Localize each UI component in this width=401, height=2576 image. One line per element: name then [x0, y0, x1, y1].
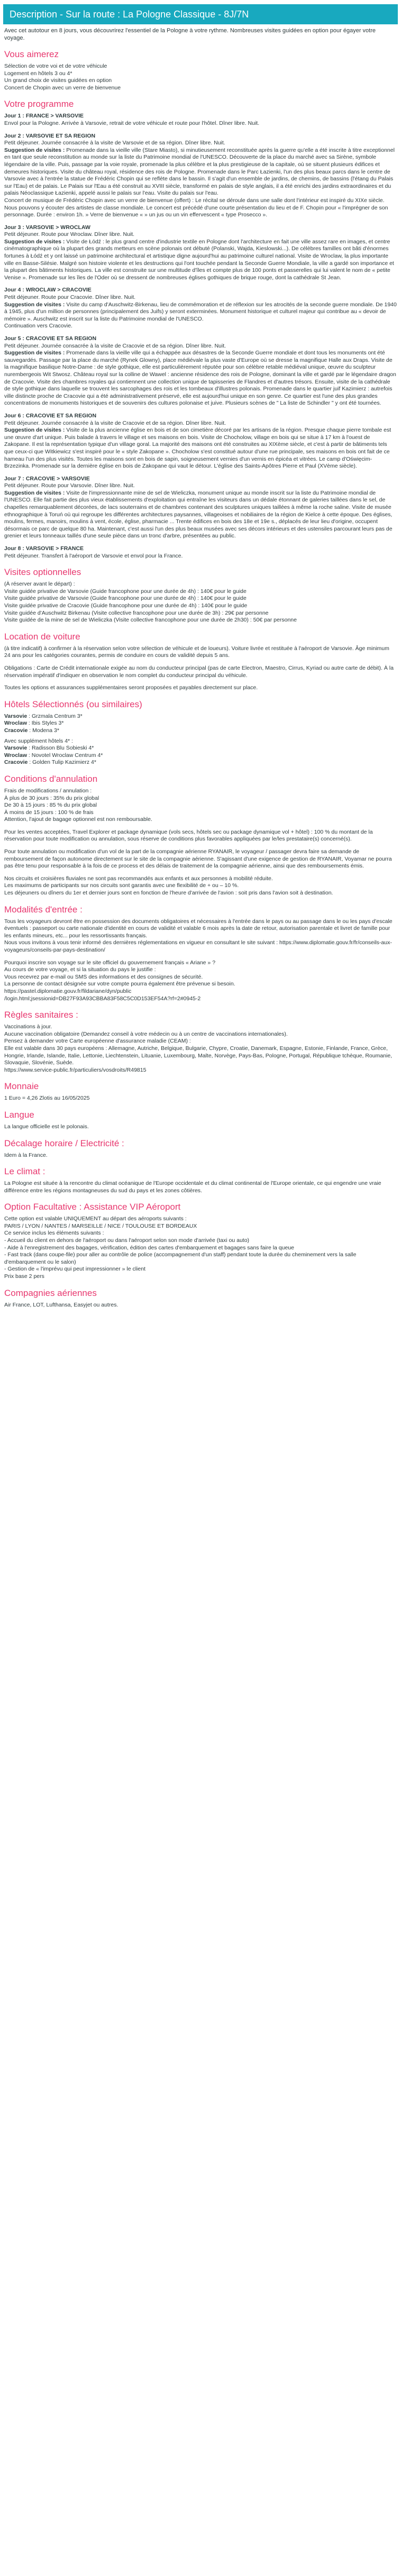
- day-line: [4, 350, 397, 407]
- paragraph-line: Nous vous invitons à vous tenir informé des dernières réglementations en vigueur en consultant le site suivant : https://www.diplomatie.gouv.fr/fr/conseils-aux-voyageurs/conseils-par-pays-destination/: [4, 939, 392, 953]
- paragraph-line: Vaccinations à jour.: [4, 1024, 52, 1030]
- modalites-paragraphs: [4, 918, 397, 1003]
- hotel-name: Novotel Wroclaw Centrum 4*: [31, 752, 103, 759]
- paragraph: [4, 684, 397, 692]
- day-line-key: Suggestion de visites :: [4, 350, 67, 357]
- hotel-city: Varsovie: [4, 745, 28, 752]
- day-line: [4, 197, 397, 219]
- paragraph: [4, 848, 397, 870]
- section-title-visites: Visites optionnelles: [4, 567, 81, 578]
- day-line: [4, 140, 397, 147]
- day-line: [4, 420, 397, 427]
- hotels-list: [4, 713, 397, 735]
- day-line: [4, 302, 397, 323]
- paragraph-line: Tous les voyageurs devront être en possession des documents obligatoires et nécessaires à l'entrée dans le pays ou au passage dans le ou les pays d'escale éventuels : passeport ou carte nationale d'identité en cours de validité et valable 6 mois après la date de retour, autorisation parentale et livret de famille pour les enfants mineurs, etc... pour les ressortissants français.: [4, 918, 393, 939]
- day-line-text: Petit déjeuner. Route pour Cracovie. Dîner libre. Nuit.: [4, 294, 136, 301]
- day-line: [4, 482, 397, 490]
- hotel-row: [4, 713, 397, 720]
- list-item: Visite guidée privative de Varsovie (Guide francophone pour une durée de 4h) : 140€ pour le guide: [4, 588, 247, 595]
- climat-text: La Pologne est située à la rencontre du climat océanique de l'Europe occidentale et du climat continental de l'Europe orientale, ce qui engendre une vraie différence entre les régions montagneuses du sud du pays et les zones côtières.: [4, 1180, 381, 1194]
- facilitation-line: - Accueil du client en dehors de l'aéroport ou dans l'aéroport selon son mode d'arrivée (taxi ou auto): [4, 1237, 250, 1244]
- day-line-text: Promenade dans la vieille ville qui a échappée aux désastres de la Seconde Guerre mondiale et dont tous les monuments ont été sauvegardés. Passage par la place du marché (Rynek Glowny), place médiévale la plus vaste d'Europe où se dresse la magnifique Halle aux Draps. Visite de la magnifique basilique Notre-Dame : de style gothique, elle est particulièrement réputée pour son célèbre retable médiéval unique, œuvre du sculpteur nurembergeois Wit Stwosz. Château royal sur la colline de Wawel : ancienne résidence des rois de Pologne, dominant la ville et gardé par le légendaire dragon de Cracovie. Visite des chambres royales qui contiennent une collection unique de tapisseries de Flandres et d'autres trésors. Ensuite, visite de la cathédrale de style gothique dans laquelle se trouvent les sarcophages des rois et les tombeaux d'illustres polonais. Promenade dans le quartier juif Kazimierz : autrefois ville distincte proche de Cracovie qui a été administrativement préservé, elle est aujourd'hui unique en son genre. Ce quartier est l'une des plus grandes concentrations de monuments historiques et de souvenirs des cultures polonaise et juive. Plusieurs scènes de " La liste de Schindler " y ont été tournées.: [4, 350, 396, 407]
- paragraph: [4, 829, 397, 843]
- location-paragraphs: [4, 645, 397, 692]
- section-title-climat: Le climat :: [4, 1166, 45, 1177]
- hotel-sep: :: [26, 752, 32, 759]
- facilitation-line: PARIS / LYON / NANTES / MARSEILLE / NICE / TOULOUSE ET BORDEAUX: [4, 1222, 197, 1229]
- hotel-name: Grzmala Centrum 3*: [31, 712, 83, 719]
- hotel-sep: :: [26, 720, 32, 727]
- paragraph: [4, 665, 397, 679]
- facilitation-line: Prix base 2 pers: [4, 1273, 44, 1280]
- program-day: [4, 413, 397, 470]
- day-line-key: Suggestion de visites :: [4, 489, 67, 496]
- list-item: Visite guidée privative de Varsovie (Guide francophone pour une durée de 4h) : 140€ pour le guide: [4, 595, 247, 602]
- paragraph-line: Les déjeuners ou dîners du 1er et dernier jours sont en fonction de l'heure d'arrivée de l'avion : soit pris dans l'avion soit à destination.: [4, 890, 333, 897]
- facilitation-line: Cette option est valable UNIQUEMENT au départ des aéroports suivants :: [4, 1216, 187, 1222]
- day-line-text: Envol pour la Pologne. Arrivée à Varsovie, retrait de votre véhicule et route pour l'hôtel. Dîner libre. Nuit.: [4, 120, 260, 126]
- day-line-text: Petit déjeuner. Journée consacrée à la visite de Cracovie et de sa région. Dîner libre. Nuit.: [4, 342, 226, 349]
- paragraph-line: À moins de 15 jours : 100 % de frais: [4, 809, 94, 816]
- paragraph: [4, 918, 397, 954]
- list-item: Concert de Chopin avec un verre de bienvenue: [4, 84, 121, 91]
- hotel-name: Radisson Blu Sobieski 4*: [31, 745, 94, 752]
- hotel-city: Varsovie: [4, 712, 28, 719]
- hotel-name: Golden Tulip Kazimierz 4*: [32, 759, 96, 766]
- day-line: [4, 147, 397, 197]
- program-day: [4, 335, 397, 407]
- day-line: [4, 231, 397, 239]
- list-item: Visite guidée privative de Cracovie (Guide francophone pour une durée de 4h) : 140€ pour le guide: [4, 602, 248, 609]
- section-title-conditions: Conditions d'annulation: [4, 773, 98, 784]
- hotel-name: Modena 3*: [32, 727, 59, 734]
- page-title: Description - Sur la route : La Pologne Classique - 8J/7N: [3, 4, 398, 24]
- day-line-text: Visite du camp d'Auschwitz-Birkenau, lieu de commémoration et de réflexion sur les atrocités de la seconde guerre mondiale. De 1940 à 1945, plus d'un million de personnes (principalement des Juifs) y seront exterminées. Monument historique et culturel majeur qui contribue au « devoir de mémoire ». Auschwitz est inscrit sur la liste du Patrimoine mondial de l'UNESCO.: [4, 301, 397, 322]
- program-day: [4, 476, 397, 540]
- section-title-vous-aimerez: Vous aimerez: [4, 49, 59, 59]
- paragraph-line: Pour les ventes acceptées, Travel Explorer et package dynamique (vols secs, hôtels sec ou package dynamique vol + hôtel) : 100 % du montant de la réservation pour toute modification ou annulation, sous réserve de conditions plus favorables appliquées par le/les prestataire(s) concerné(s).: [4, 828, 373, 843]
- day-line: [4, 120, 397, 127]
- hotel-sep: :: [28, 727, 33, 734]
- conditions-paragraphs: [4, 788, 397, 897]
- day-title: Jour 8 : VARSOVIE > FRANCE: [4, 545, 84, 552]
- section-title-decalage: Décalage horaire / Electricité :: [4, 1138, 124, 1148]
- day-line-text: Continuation vers Cracovie.: [4, 323, 72, 330]
- paragraph-line: Elle est valable dans 30 pays européens : Allemagne, Autriche, Belgique, Bulgarie, Chypre, Croatie, Danemark, Espagne, Estonie, Finlande, France, Grèce, Hongrie, Irlande, Islande, Italie, Lettonie, Liechtenstein, Lituanie, Luxembourg, Malte, Norvège, Pays-Bas, Pologne, Portugal, République tchèque, Roumanie, Slovaquie, Slovénie, Suède.: [4, 1045, 393, 1066]
- paragraph-line: Attention, l'ajout de bagage optionnel est non remboursable.: [4, 816, 152, 823]
- day-line-text: Petit déjeuner. Route pour Varsovie. Dîner libre. Nuit.: [4, 482, 135, 489]
- paragraph: [4, 875, 397, 897]
- day-line-text: Petit déjeuner. Journée consacrée à la visite de Cracovie et de sa région. Dîner libre. Nuit.: [4, 419, 226, 426]
- day-line: [4, 294, 397, 302]
- visites-intro: (À réserver avant le départ) :: [4, 581, 75, 588]
- program-day: [4, 133, 397, 219]
- hotel-row: [4, 720, 397, 727]
- day-title: Jour 7 : CRACOVIE > VARSOVIE: [4, 475, 90, 482]
- paragraph-line: La personne de contact désignée sur votre compte pourra également être prévenue si besoin.: [4, 981, 235, 988]
- facilitation-text: [4, 1216, 397, 1280]
- paragraph: [4, 1024, 397, 1074]
- day-title: Jour 5 : CRACOVIE ET SA REGION: [4, 335, 97, 342]
- paragraph-line: https://pastel.diplomatie.gouv.fr/fildariane/dyn/public: [4, 988, 132, 994]
- day-line-text: Visite de Łódź : le plus grand centre d'industrie textile en Pologne dont l'architecture en fait une ville assez rare en images, et centre cinématographique où la plupart des grands metteurs en scène polonais ont débuté (Polanski, Wajda, Kieslowski...). De célèbres familles ont bâti d'énormes fortunes à Łódź et y ont laissé un patrimoine architectural et artistique digne aujourd'hui au patrimoine culturel national. Visite de Wroclaw, la plus importante ville en Basse-Silésie. Malgré son histoire violente et les destructions qui l'ont touchée pendant la Seconde Guerre Mondiale, la ville a gardé son importance et la plupart des bâtiments historiques. La ville est construite sur une multitude d'îles et compte plus de 100 ponts et passerelles qui lui valent le nom de « petite Venise ». Promenade sur les îles de l'Oder où se dressent de nombreuses églises gothiques de brique rouge, dont la cathédrale St Jean.: [4, 238, 394, 281]
- day-line-key: Suggestion de visites :: [4, 238, 67, 245]
- paragraph-line: Frais de modifications / annulation :: [4, 787, 92, 794]
- paragraph: [4, 960, 397, 1003]
- facilitation-line: - Aide à l'enregistrement des bagages, vérification, édition des cartes d'embarquement et bagages sans faire la queue: [4, 1244, 295, 1251]
- compagnies-text: Air France, LOT, Lufthansa, Easyjet ou autres.: [4, 1301, 119, 1308]
- paragraph-line: Pourquoi inscrire son voyage sur le site officiel du gouvernement français « Ariane » ?: [4, 959, 216, 966]
- paragraph-line: Aucune vaccination obligatoire (Demandez conseil à votre médecin ou à un centre de vaccinations internationales).: [4, 1030, 288, 1037]
- section-title-monnaie: Monnaie: [4, 1081, 39, 1092]
- day-line-text: Petit déjeuner. Route pour Wroclaw. Dîner libre. Nuit.: [4, 231, 135, 238]
- section-title-programme: Votre programme: [4, 99, 74, 109]
- paragraph-line: /login.html;jsessionid=DB27F93A93CBBA83F58C5C0D153EF54A?rf=2#0945-2: [4, 995, 201, 1002]
- section-title-sanitaires: Règles sanitaires :: [4, 1010, 78, 1020]
- program-day: [4, 113, 397, 127]
- hotel-row: [4, 727, 397, 735]
- intro-text: Avec cet autotour en 8 jours, vous découvrirez l'essentiel de la Pologne à votre rythme. Nombreuses visites guidées en option pour égayer votre voyage.: [4, 28, 376, 41]
- paragraph-line: Toutes les options et assurances supplémentaires seront proposées et payables directement sur place.: [4, 684, 258, 691]
- paragraph-line: Pour toute annulation ou modification d'un vol de la part de la compagnie aérienne RYANAIR, le voyageur / passager devra faire sa demande de remboursement de façon autonome directement sur le site de la compagnie aérienne. S'agissant d'une exigence de gestion de RYANAIR, Voyamar ne pourra pas être tenu pour responsable à la fois de ce process et des délais de traitement de la compagnie aérienne, ainsi que des remboursements émis.: [4, 848, 392, 870]
- section-title-langue: Langue: [4, 1109, 34, 1120]
- hotels-supp-intro: Avec supplément hôtels 4* :: [4, 737, 73, 744]
- list-item: Un grand choix de visites guidées en option: [4, 77, 112, 84]
- day-title: Jour 6 : CRACOVIE ET SA REGION: [4, 412, 97, 419]
- program-day: [4, 287, 397, 330]
- vous-aimerez-list: [4, 63, 397, 92]
- paragraph-line: Au cours de votre voyage, et si la situation du pays le justifie :: [4, 966, 156, 973]
- hotel-row: [4, 759, 397, 766]
- day-line-text: Petit déjeuner. Journée consacrée à la visite de Varsovie et de sa région. Dîner libre. Nuit.: [4, 140, 225, 147]
- hotel-name: Ibis Styles 3*: [31, 720, 64, 727]
- page: [0, 4, 401, 1321]
- hotel-city: Wroclaw: [4, 720, 27, 727]
- decalage-text: Idem à la France.: [4, 1152, 48, 1158]
- day-line: [4, 323, 397, 330]
- list-item: Sélection de votre voi et de votre véhicule: [4, 63, 107, 69]
- hotel-city: Wroclaw: [4, 752, 27, 759]
- day-line: [4, 490, 397, 540]
- monnaie-text: 1 Euro = 4,26 Zlotis au 16/05/2025: [4, 1095, 90, 1102]
- day-line-text: Promenade dans la vieille ville (Stare Miasto), si minutieusement reconstituée après la guerre qu'elle a été inscrite à titre exceptionnel en tant que seule reconstitution au monde sur la liste du Patrimoine mondial de l'UNESCO. Découverte de la place du marché avec sa Sirène, symbole légendaire de la ville. Puis, passage par la voie royale, promenade la plus célèbre et la plus prestigieuse de la capitale, où se situent plusieurs édifices et demeures historiques. Visite du château royal, résidence des rois de Pologne. Promenade dans le Parc Łazienki, l'un des plus beaux parcs dans le centre de Varsovie avec à l'entrée la statue de Frédéric Chopin qui se reflète dans le bassin. Il s'agit d'un ensemble de jardins, de chemins, de bassins (l'étang du Palais sur l'Eau) et de palais. Le Palais sur l'Eau a été construit au XVIII siècle, transformé en palais de style anglais, il a été enrichi des jardins extraordinaires et du palais Néoclassique Łazienki, appelé aussi le palais sur l'eau. Visite du palais sur l'eau.: [4, 147, 395, 197]
- list-item: Visite guidée de la mine de sel de Wieliczka (Visite collective francophone pour une durée de 2h30) : 50€ par personne: [4, 617, 297, 624]
- day-line-key: Suggestion de visites :: [4, 147, 67, 153]
- day-line: [4, 427, 397, 470]
- day-line-text: Visite de la plus ancienne église en bois et de son cimetière décoré par les artisans de la région. Presque chaque pierre tombale est une œuvre d'art unique. Puis balade à travers le village et ses maisons en bois. Visite de Chocholow, village en bois qui se situe à 17 km à l'ouest de Zakopane. Il est la représentation typique d'un village goral. La majorité des maisons ont été construites au XIXème siècle, et c'est à partir de bâtiments tels que ceux-ci que Witkiewicz s'est inspiré pour le « style Zakopane ». Chocholow s'est constitué autour d'une rue principale, ses maisons en bois ont fait de ce hameau l'un des plus visités. Toutes les maisons sont en bois de sapin, soigneusement vernies d'un vernis en épicéa et vitrées. Le camp d'Oświęcim-Brzezinka. Promenade sur la dernière église en bois de Zakopane qui vaut le détour. L'église des Saints-Apôtres Pierre et Paul (XVème siècle).: [4, 427, 391, 470]
- paragraph: [4, 645, 397, 660]
- paragraph-line: Les maximums de participants sur nos circuits sont garantis avec une flexibilité de + ou – 10 %.: [4, 882, 239, 889]
- hotel-city: Cracovie: [4, 759, 28, 766]
- day-title: Jour 1 : FRANCE > VARSOVIE: [4, 113, 84, 120]
- paragraph-line: https://www.service-public.fr/particuliers/vosdroits/R49815: [4, 1066, 147, 1073]
- section-title-modalites: Modalités d'entrée :: [4, 904, 83, 915]
- paragraph-line: Vous recevrez par e-mail ou SMS des informations et des consignes de sécurité.: [4, 973, 203, 980]
- paragraph-line: À plus de 30 jours : 35% du prix global: [4, 794, 99, 801]
- paragraph-line: (à titre indicatif) à confirmer à la réservation selon votre sélection de véhicule et de loueurs). Voiture livrée et restituée à l'aéroport de Varsovie. Âge minimum 24 ans pour les catégories courantes, permis de conduire en cours de validité depuis 5 ans.: [4, 645, 389, 659]
- hotel-sep: :: [27, 745, 32, 752]
- visites-list: [4, 588, 397, 624]
- hotel-row: [4, 752, 397, 760]
- facilitation-line: - Gestion de « l'imprévu qui peut impressionner » le client: [4, 1266, 145, 1273]
- hotels-supp-list: [4, 745, 397, 766]
- hotel-row: [4, 745, 397, 752]
- section-title-compagnies: Compagnies aériennes: [4, 1287, 97, 1298]
- sanitaires-paragraphs: [4, 1024, 397, 1074]
- hotel-sep: :: [28, 759, 33, 766]
- list-item: Logement en hôtels 3 ou 4*: [4, 70, 72, 77]
- program-day: [4, 545, 397, 560]
- section-title-location: Location de voiture: [4, 631, 80, 642]
- section-title-hotels: Hôtels Sélectionnés (ou similaires): [4, 699, 142, 709]
- day-line-key: Suggestion de visites :: [4, 427, 67, 434]
- programme-days: [4, 113, 397, 560]
- paragraph-line: Obligations : Carte de Crédit internationale exigée au nom du conducteur principal (pas de carte Electron, Maestro, Cirrus, Kyriad ou autre carte de débit). À la réservation impératif d'indiquer en observation le nom complet du conducteur principal du véhicule.: [4, 664, 394, 679]
- section-title-facilitation: Option Facultative : Assistance VIP Aéroport: [4, 1202, 181, 1212]
- paragraph-line: Pensez à demander votre Carte européenne d'assurance maladie (CEAM) :: [4, 1038, 191, 1045]
- paragraph-line: Nos circuits et croisières fluviales ne sont pas recommandés aux enfants et aux personnes à mobilité réduite.: [4, 875, 273, 882]
- hotel-sep: :: [27, 712, 32, 719]
- facilitation-line: - Fast track (dans coupe-file) pour aller au contrôle de police (accompagnement d'un staff) pendant toute la durée du cheminement vers la salle d'embarquement ou le salon): [4, 1252, 357, 1265]
- day-line-text: Visite de l'impressionnante mine de sel de Wieliczka, monument unique au monde inscrit sur la liste du Patrimoine mondial de l'UNESCO. Elle fait partie des plus vieux établissements d'exploitation qui entraîne les visiteurs dans un dédale étonnant de galeries taillées dans le sel, de chapelles remarquablement décorées, de lacs souterrains et de chambres contenant des sculptures uniques taillées à même la roche saline. Visite de musée ethnographique à Toruń où qui regroupe les différentes architectures paysannes, villageoises et nobiliaires de la région de Kielce à cette époque. Des églises, moulins, fermes, manoirs, moulins à vent, école, église, pharmacie ... Trente édifices en bois des 18e et 19e s., déplacés de leur lieu d'origine, occupent désormais ce parc de quelque 80 ha. Maintenant, c'est aussi l'un des plus beaux musées avec ses décors intérieurs et des ustensiles parcourant leurs pas de grenier et leurs tonneaux taillés d'une seule pièce dans un tronc d'arbre, présentées au public.: [4, 489, 393, 540]
- day-title: Jour 4 : WROCLAW > CRACOVIE: [4, 287, 92, 294]
- list-item: Visite guidée d'Auschwitz Birkenau (Visite collective francophone pour une durée de 3h) : 29€ par personne: [4, 609, 269, 616]
- day-line: [4, 343, 397, 350]
- paragraph: [4, 788, 397, 824]
- facilitation-line: Ce service inclus les éléments suivants :: [4, 1230, 104, 1237]
- hotel-city: Cracovie: [4, 727, 28, 734]
- day-title: Jour 2 : VARSOVIE ET SA REGION: [4, 132, 96, 139]
- langue-text: La langue officielle est le polonais.: [4, 1123, 89, 1130]
- day-line: [4, 553, 397, 560]
- day-line-text: Concert de musique de Frédéric Chopin avec un verre de bienvenue (offert) : Le récital se déroule dans une salle dont l'intérieur est inspiré du XIXe siècle. Nous pouvons y écouter des artistes de classe mondiale. Le concert est précédé d'une courte présentation du lieu et de F. Chopin pour « l'imprégner de son personnage. Durée : environ 1h. » Verre de bienvenue « » un jus ou un vin effervescent « type Prosecco ».: [4, 197, 388, 218]
- content: [0, 28, 401, 1309]
- day-line-text: Petit déjeuner. Transfert à l'aéroport de Varsovie et envol pour la France.: [4, 552, 183, 559]
- paragraph-line: De 30 à 15 jours : 85 % du prix global: [4, 802, 97, 809]
- day-line: [4, 239, 397, 282]
- day-title: Jour 3 : VARSOVIE > WROCLAW: [4, 224, 90, 231]
- day-line-key: Suggestion de visites :: [4, 301, 67, 308]
- program-day: [4, 224, 397, 282]
